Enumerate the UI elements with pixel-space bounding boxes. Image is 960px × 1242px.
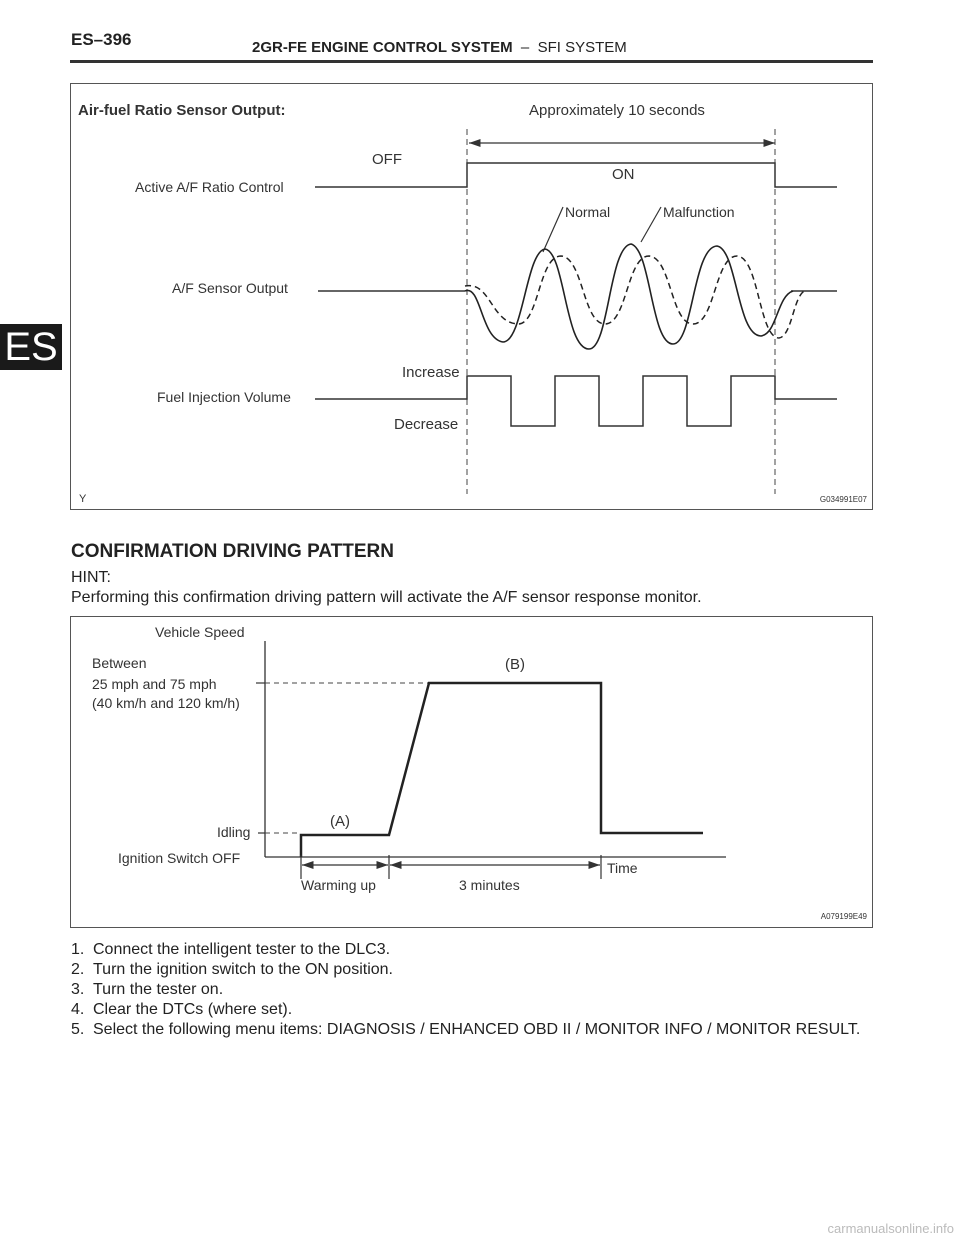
y-axis-label: Vehicle Speed [155, 624, 245, 640]
speed-profile-line [301, 683, 703, 857]
range-kmh-label: (40 km/h and 120 km/h) [92, 695, 240, 711]
step-number: 1. [71, 941, 85, 958]
step-text: Select the following menu items: DIAGNOSIS / ENHANCED OBD II / MONITOR INFO / MONITOR RESULT. [93, 1021, 861, 1038]
three-minutes-label: 3 minutes [459, 877, 520, 893]
figure1-title: Air-fuel Ratio Sensor Output: [78, 102, 286, 119]
step-number: 5. [71, 1021, 85, 1038]
malfunction-label: Malfunction [663, 204, 735, 220]
figure-af-sensor-svg [71, 84, 872, 509]
time-label: Time [607, 860, 638, 876]
header-rule [70, 60, 873, 63]
corner-mark: Y [79, 493, 87, 505]
step-text: Clear the DTCs (where set). [93, 1001, 293, 1018]
steps-list [71, 940, 871, 1040]
page-header-title [252, 39, 627, 56]
step-item [71, 980, 871, 1000]
between-label: Between [92, 655, 147, 671]
off-label: OFF [372, 151, 402, 168]
step-text: Connect the intelligent tester to the DLC3. [93, 941, 391, 958]
step-item [71, 1000, 871, 1020]
range-mph-label: 25 mph and 75 mph [92, 676, 217, 692]
figure1-id: G034991E07 [819, 495, 867, 504]
header-title-bold: 2GR-FE ENGINE CONTROL SYSTEM [252, 39, 513, 56]
header-title-rest: – SFI SYSTEM [512, 39, 627, 56]
figure-driving-pattern-svg [71, 617, 872, 927]
section-side-tab[interactable] [0, 324, 62, 370]
step-number: 3. [71, 981, 85, 998]
figure-af-sensor-output [70, 83, 873, 510]
step-text: Turn the ignition switch to the ON position. [93, 961, 393, 978]
hint-label: HINT: [71, 569, 111, 586]
row-label-control: Active A/F Ratio Control [135, 179, 284, 195]
row-label-sensor: A/F Sensor Output [172, 280, 288, 296]
footer-watermark: carmanualsonline.info [827, 1221, 954, 1236]
step-number: 2. [71, 961, 85, 978]
label-b: (B) [505, 656, 525, 673]
figure-driving-pattern [70, 616, 873, 928]
hint-text: Performing this confirmation driving pattern will activate the A/F sensor response monitor. [71, 589, 702, 606]
on-label: ON [612, 166, 635, 183]
figure2-id: A079199E49 [820, 912, 867, 921]
step-item [71, 940, 871, 960]
step-item [71, 960, 871, 980]
ignition-off-label: Ignition Switch OFF [118, 850, 241, 866]
malfunction-pointer [641, 207, 661, 242]
label-a: (A) [330, 813, 350, 830]
increase-label: Increase [402, 364, 460, 381]
decrease-label: Decrease [394, 416, 459, 433]
side-tab-label: ES [4, 325, 58, 369]
section-title: CONFIRMATION DRIVING PATTERN [71, 541, 394, 562]
duration-label: Approximately 10 seconds [529, 102, 705, 119]
row-label-injection: Fuel Injection Volume [157, 389, 291, 405]
idling-label: Idling [217, 824, 251, 840]
step-text: Turn the tester on. [93, 981, 224, 998]
page-code: ES–396 [71, 30, 132, 49]
warming-up-label: Warming up [301, 877, 376, 893]
step-item [71, 1020, 871, 1040]
normal-pointer [543, 207, 563, 252]
step-number: 4. [71, 1001, 85, 1018]
normal-label: Normal [565, 204, 611, 220]
